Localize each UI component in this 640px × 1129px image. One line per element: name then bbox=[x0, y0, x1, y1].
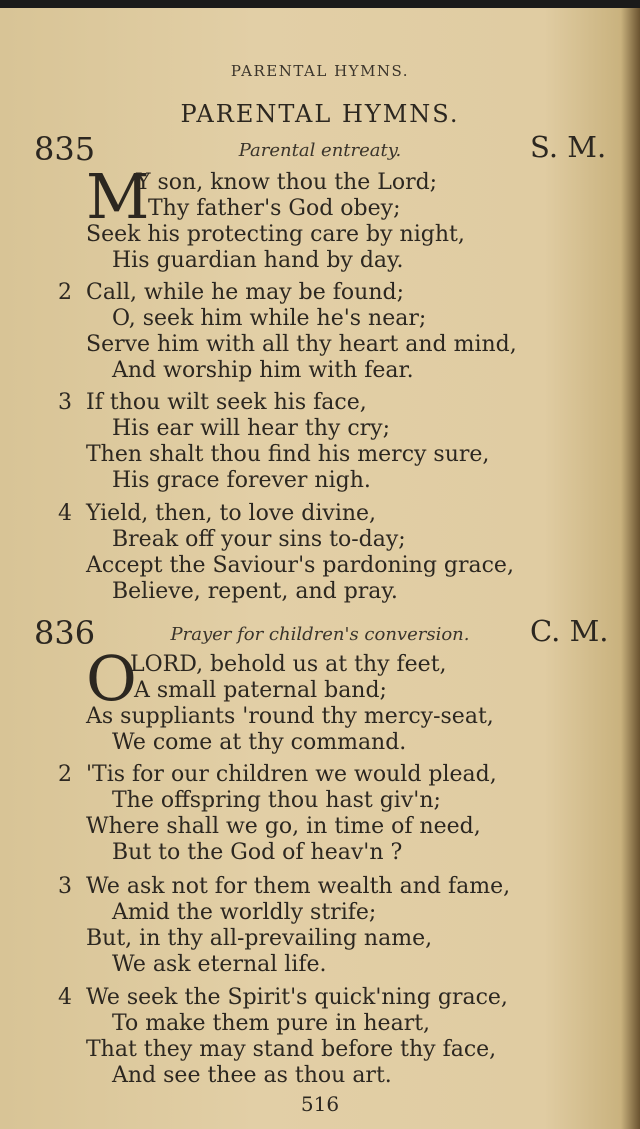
page-number: 516 bbox=[300, 1092, 340, 1116]
hymn-topic: Parental entreaty. bbox=[238, 140, 402, 161]
verse-line: O, seek him while he's near; bbox=[112, 306, 427, 331]
verse-line: Yield, then, to love divine, bbox=[86, 501, 377, 526]
verse-line: But, in thy all-prevailing name, bbox=[86, 926, 433, 951]
running-head: PARENTAL HYMNS. bbox=[230, 62, 410, 80]
stanza-number: 3 bbox=[58, 390, 72, 415]
stanza-number: 2 bbox=[58, 280, 72, 305]
verse-line: Serve him with all thy heart and mind, bbox=[86, 332, 517, 357]
verse-line: 'Tis for our children we would plead, bbox=[86, 762, 497, 787]
stanza-number: 4 bbox=[58, 985, 72, 1010]
verse-line: Y son, know thou the Lord; bbox=[136, 170, 438, 195]
verse-line: We seek the Spirit's quick'ning grace, bbox=[86, 985, 508, 1010]
verse-line: If thou wilt seek his face, bbox=[86, 390, 367, 415]
verse-line: A small paternal band; bbox=[134, 678, 387, 703]
verse-line: Accept the Saviour's pardoning grace, bbox=[86, 553, 514, 578]
verse-line: Believe, repent, and pray. bbox=[112, 579, 398, 604]
hymn-meter: C. M. bbox=[530, 614, 609, 648]
stanza-number: 4 bbox=[58, 501, 72, 526]
verse-line: To make them pure in heart, bbox=[112, 1011, 431, 1036]
stanza-number: 3 bbox=[58, 874, 72, 899]
section-title: PARENTAL HYMNS. bbox=[180, 100, 460, 128]
verse-line: We ask not for them wealth and fame, bbox=[86, 874, 511, 899]
verse-line: That they may stand before thy face, bbox=[86, 1037, 497, 1062]
verse-line: Amid the worldly strife; bbox=[112, 900, 377, 925]
scan-top-edge bbox=[0, 0, 640, 8]
verse-line: His grace forever nigh. bbox=[112, 468, 371, 493]
verse-line: Call, while he may be found; bbox=[86, 280, 404, 305]
verse-line: Where shall we go, in time of need, bbox=[86, 814, 481, 839]
verse-line: And see thee as thou art. bbox=[112, 1063, 392, 1088]
verse-line: And worship him with fear. bbox=[112, 358, 414, 383]
hymn-meter: S. M. bbox=[530, 130, 607, 164]
verse-line: We ask eternal life. bbox=[112, 952, 327, 977]
verse-line: Break off your sins to-day; bbox=[112, 527, 406, 552]
verse-line: His ear will hear thy cry; bbox=[112, 416, 391, 441]
verse-line: As suppliants 'round thy mercy-seat, bbox=[86, 704, 494, 729]
drop-cap: M bbox=[86, 160, 150, 233]
verse-line: Then shalt thou find his mercy sure, bbox=[86, 442, 490, 467]
hymn-number: 835 bbox=[34, 130, 96, 168]
drop-cap: O bbox=[86, 642, 137, 715]
verse-line: Thy father's God obey; bbox=[148, 196, 401, 221]
verse-line: The offspring thou hast giv'n; bbox=[112, 788, 441, 813]
hymn-topic: Prayer for children's conversion. bbox=[170, 624, 470, 645]
verse-line: We come at thy command. bbox=[112, 730, 407, 755]
verse-line: But to the God of heav'n ? bbox=[112, 840, 403, 865]
hymn-number: 836 bbox=[34, 614, 96, 652]
verse-line: His guardian hand by day. bbox=[112, 248, 404, 273]
verse-line: Seek his protecting care by night, bbox=[86, 222, 465, 247]
stanza-number: 2 bbox=[58, 762, 72, 787]
verse-line: LORD, behold us at thy feet, bbox=[130, 652, 447, 677]
